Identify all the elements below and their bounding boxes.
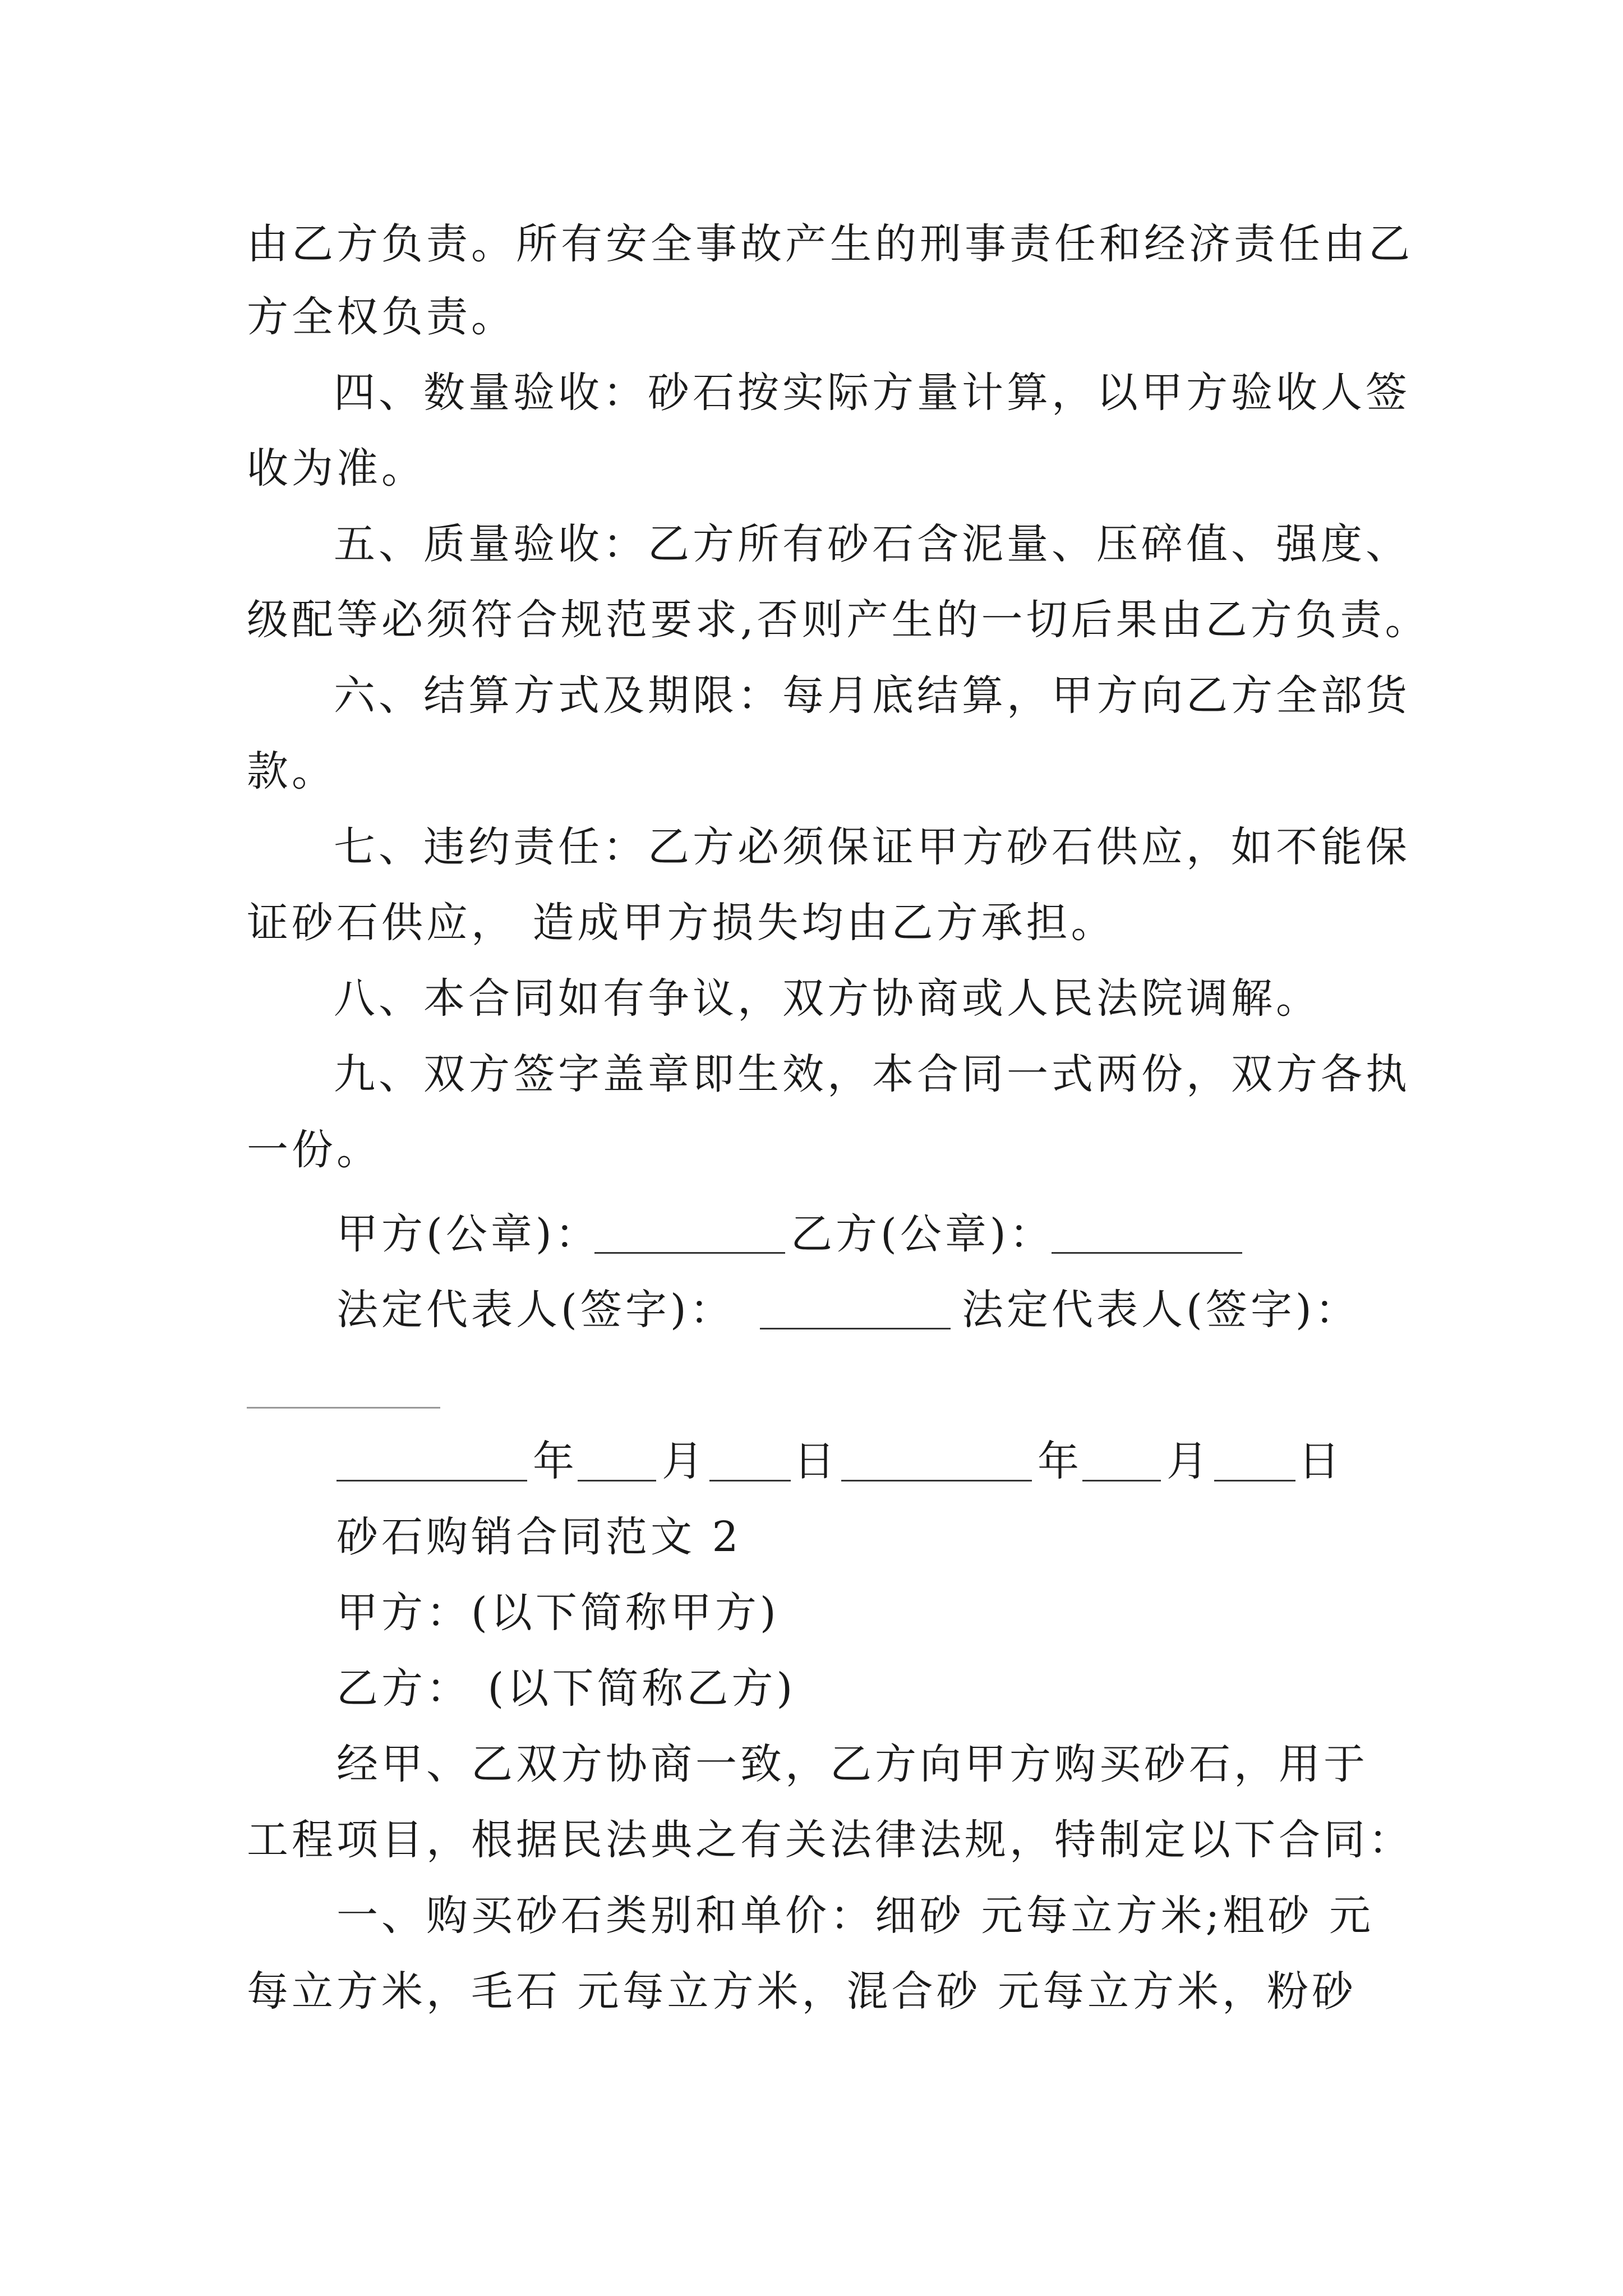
- party-b-rep-blank: [247, 1407, 440, 1409]
- date-a-year-blank: [336, 1480, 527, 1481]
- party-a-rep-blank: [760, 1328, 951, 1329]
- text-line: 经甲、乙双方协商一致，乙方向甲方购买砂石，用于: [336, 1740, 1368, 1788]
- text-line: 款。: [247, 747, 336, 795]
- clause-six: 六、结算方式及期限：每月底结算，甲方向乙方全部货: [334, 671, 1410, 720]
- party-b-seal-blank: [1052, 1252, 1242, 1254]
- date-a-year-label: 年: [533, 1437, 578, 1485]
- clause-nine: 九、双方签字盖章即生效，本合同一式两份，双方各执: [334, 1050, 1410, 1098]
- date-b-day-blank: [1214, 1480, 1295, 1481]
- text-line: 方全权负责。: [247, 293, 516, 341]
- text-line: 每立方米，毛石 元每立方米，混合砂 元每立方米，粉砂: [247, 1967, 1357, 2016]
- text-line: 一、购买砂石类别和单价：细砂 元每立方米;粗砂 元: [336, 1892, 1374, 1940]
- text-line: 由乙方负责。所有安全事故产生的刑事责任和经济责任由乙: [247, 220, 1413, 268]
- text-line: 级配等必须符合规范要求,否则产生的一切后果由乙方负责。: [247, 596, 1430, 644]
- text-line: 一份。: [247, 1126, 381, 1174]
- date-b-year-label: 年: [1038, 1437, 1082, 1485]
- clause-five: 五、质量验收：乙方所有砂石含泥量、压碎值、强度、: [334, 520, 1410, 568]
- date-b-month-blank: [1082, 1480, 1161, 1481]
- date-a-month-label: 月: [662, 1437, 707, 1485]
- clause-eight: 八、本合同如有争议，双方协商或人民法院调解。: [334, 974, 1321, 1023]
- party-b-seal-label: 乙方(公章)：: [791, 1210, 1054, 1258]
- date-b-day-label: 日: [1298, 1437, 1343, 1485]
- date-a-day-label: 日: [794, 1437, 838, 1485]
- text-line: 证砂石供应， 造成甲方损失均由乙方承担。: [247, 899, 1116, 947]
- date-b-year-blank: [841, 1480, 1032, 1481]
- clause-seven: 七、违约责任：乙方必须保证甲方砂石供应，如不能保: [334, 823, 1410, 871]
- date-a-month-blank: [578, 1480, 656, 1481]
- text-line: 收为准。: [247, 444, 426, 493]
- party-b-intro: 乙方： (以下简称乙方): [336, 1664, 796, 1713]
- section-title: 砂石购销合同范文 2: [336, 1513, 742, 1561]
- party-b-rep-label: 法定代表人(签字)：: [962, 1286, 1360, 1334]
- party-a-rep-label: 法定代表人(签字)：: [336, 1286, 735, 1334]
- clause-four: 四、数量验收：砂石按实际方量计算，以甲方验收人签: [334, 369, 1410, 417]
- party-a-intro: 甲方：(以下简称甲方): [336, 1589, 780, 1637]
- party-a-seal-blank: [594, 1252, 785, 1254]
- date-b-month-label: 月: [1166, 1437, 1211, 1485]
- text-line: 工程项目，根据民法典之有关法律法规，特制定以下合同：: [247, 1816, 1413, 1864]
- date-a-day-blank: [709, 1480, 791, 1481]
- party-a-seal-label: 甲方(公章)：: [336, 1210, 600, 1258]
